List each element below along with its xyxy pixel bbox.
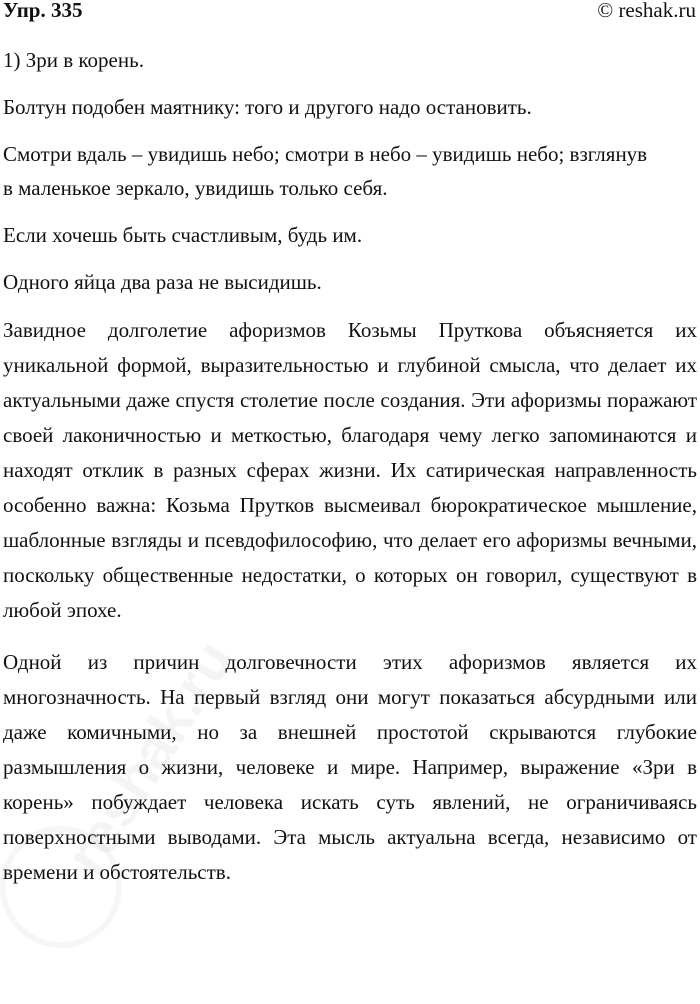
answer-line-1: 1) Зри в корень. (3, 48, 144, 72)
page-header (0, 0, 700, 30)
essay-paragraph-2: Одной из причин долговечности этих афоризмов является их многозначность. На первый взгляд они могут показаться абсурдными или даже комичными, но за внешней простотой скрываются глубокие размышления о жизни, человеке и мире. Например, выражение «Зри в корень» побуждает человека искать суть явлений, не ограничиваясь поверхностными выводами. Эта мысль актуальна всегда, независимо от времени и обстоятельств. (3, 650, 697, 884)
aphorism-3: Если хочешь быть счастливым, будь им. (3, 223, 363, 247)
exercise-content (3, 43, 697, 890)
aphorism-2-line-2: в маленькое зеркало, увидишь только себя. (3, 176, 388, 200)
source-credit[interactable]: © reshak.ru (597, 0, 696, 22)
essay-paragraph-1: Завидное долголетие афоризмов Козьмы Пруткова объясняется их уникальной формой, выразительностью и глубиной смысла, что делает их актуальными даже спустя столетие после создания. Эти афоризмы поражают своей лаконичностью и меткостью, благодаря чему легко запоминаются и находят отклик в разных сферах жизни. Их сатирическая направленность особенно важна: Козьма Прутков высмеивал бюрократическое мышление, шаблонные взгляды и псевдофилософию, что делает его афоризмы вечными, поскольку общественные недостатки, о которых он говорил, существуют в любой эпохе. (3, 318, 697, 622)
exercise-title: Упр. 335 (3, 0, 83, 22)
aphorism-1: Болтун подобен маятнику: того и другого надо остановить. (3, 95, 532, 119)
aphorism-2-line-1: Смотри вдаль – увидишь небо; смотри в небо – увидишь небо; взглянув (3, 142, 648, 166)
aphorism-4: Одного яйца два раза не высидишь. (3, 270, 322, 294)
